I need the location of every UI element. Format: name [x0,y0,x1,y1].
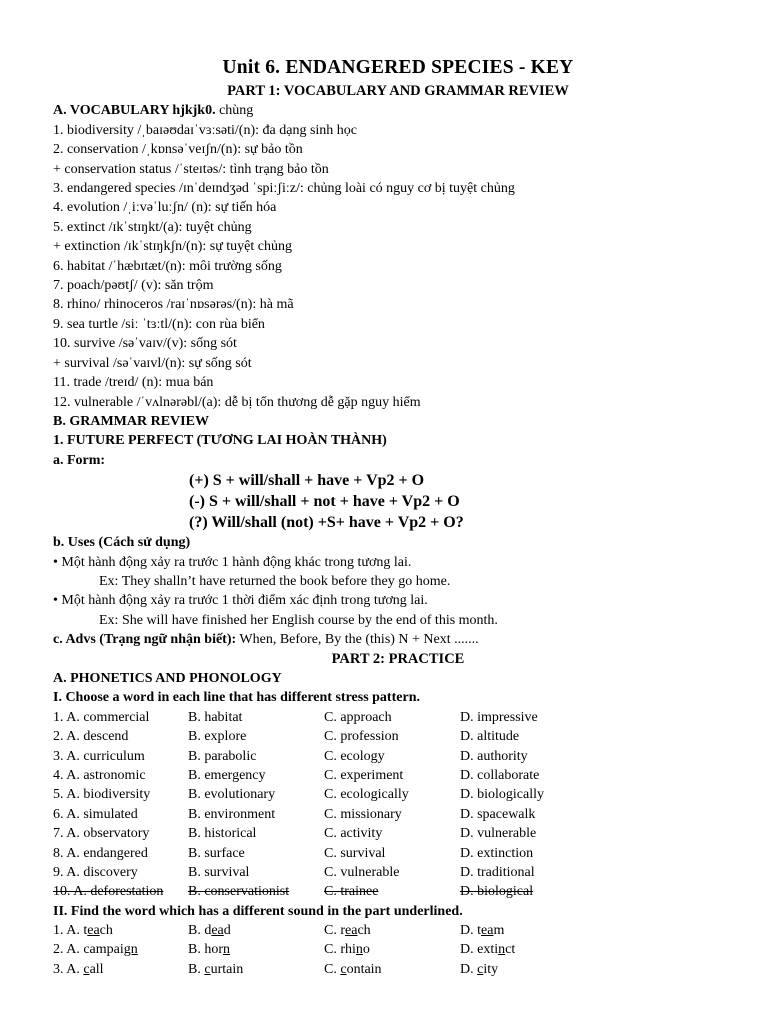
answer-option: B. conservationist [188,884,290,900]
answer-option: C. ecologically [324,787,409,803]
vocabulary-item: 9. sea turtle /siː ˈtɜːtl/(n): con rùa biển [53,316,265,332]
answer-option: B. environment [188,806,276,822]
formula-positive: (+) S + will/shall + have + Vp2 + O [189,472,425,490]
answer-option: D. traditional [460,864,535,880]
answer-option: C. vulnerable [324,864,400,880]
answer-option [324,960,460,979]
answer-option [53,960,188,979]
answer-option: B. survival [188,864,250,880]
vocabulary-item: 8. rhino/ rhinoceros /raɪˈnɒsərəs/(n): hà mã [53,297,294,313]
vocabulary-item: + conservation status /ˈsteɪtəs/: tình trạng bảo tồn [53,161,329,177]
answer-option: B. historical [188,826,257,842]
answer-option [460,940,610,959]
part1-title: PART 1: VOCABULARY AND GRAMMAR REVIEW [227,83,569,99]
option-prefix: C. r [324,923,345,939]
answer-option: C. approach [324,709,392,725]
answer-option: C. missionary [324,806,402,822]
exercise1-row [53,708,743,727]
answer-option: D. collaborate [460,767,540,783]
answer-option: C. experiment [324,767,404,783]
answer-option [324,921,460,940]
answer-option: 9. A. discovery [53,864,138,880]
option-prefix: C. [324,961,341,977]
underlined-sound: ea [481,923,494,939]
answer-option: 6. A. simulated [53,806,138,822]
vocabulary-item: 2. conservation /ˌkɒnsəˈveɪʃn/(n): sự bảo tồn [53,142,303,158]
underlined-sound: ea [345,923,358,939]
underlined-sound: ea [87,923,100,939]
underlined-sound: n [223,942,230,958]
answer-option: 5. A. biodiversity [53,787,151,803]
answer-option: C. profession [324,729,399,745]
option-prefix: B. d [188,923,212,939]
vocabulary-heading-bold: A. VOCABULARY hjkjk0. [53,103,216,119]
answer-option [188,921,324,940]
answer-option: C. ecology [324,748,385,764]
underlined-sound: c [83,961,90,977]
form-label: a. Form: [53,452,106,468]
advs-line [53,630,743,649]
vocabulary-item: 4. evolution /ˌiːvəˈluːʃn/ (n): sự tiến hóa [53,200,277,216]
document-title: Unit 6. ENDANGERED SPECIES - KEY [222,57,574,78]
vocabulary-item: 1. biodiversity /ˌbaɪəʊdaɪˈvɜːsəti/(n): đa dạng sinh học [53,122,357,138]
option-suffix: all [89,961,104,977]
advs-label: c. Advs (Trạng ngữ nhận biết): [53,632,237,648]
use-1: • Một hành động xảy ra trước 1 hành động khác trong tương lai. [53,554,412,570]
answer-option: D. extinction [460,845,534,861]
example-1: Ex: They shalln’t have returned the book before they go home. [99,573,451,589]
example-2: Ex: She will have finished her English course by the end of this month. [99,612,498,628]
vocabulary-item: + survival /səˈvaɪvl/(n): sự sống sót [53,355,252,371]
option-prefix: D. [460,961,478,977]
grammar-topic: 1. FUTURE PERFECT (TƯƠNG LAI HOÀN THÀNH) [53,433,387,449]
underlined-sound: n [355,942,363,958]
exercise1-row [53,805,743,824]
underlined-sound: c [204,961,211,977]
exercise1-row [53,785,743,804]
answer-option: 2. A. descend [53,729,129,745]
underlined-sound: ea [211,923,224,939]
grammar-heading: B. GRAMMAR REVIEW [53,413,209,429]
option-suffix: ct [505,942,516,958]
vocabulary-item: + extinction /ɪkˈstɪŋkʃn/(n): sự tuyệt chủng [53,239,292,255]
document-page [53,56,743,979]
option-prefix: D. t [460,923,481,939]
option-suffix: ch [357,923,371,939]
answer-option [460,921,610,940]
answer-option: 3. A. curriculum [53,748,145,764]
answer-option: D. altitude [460,729,520,745]
formula-question: (?) Will/shall (not) +S+ have + Vp2 + O? [189,514,464,532]
option-prefix: B. hor [188,942,223,958]
option-suffix: ity [483,961,499,977]
exercise1-table [53,708,743,902]
option-prefix: 3. A. [53,961,84,977]
vocabulary-item: 5. extinct /ɪkˈstɪŋkt/(a): tuyệt chủng [53,219,252,235]
vocabulary-item: 7. poach/pəʊtʃ/ (v): săn trộm [53,278,214,294]
option-suffix: ontain [346,961,382,977]
answer-option: D. biologically [460,787,544,803]
use-2: • Một hành động xảy ra trước 1 thời điểm xác định trong tương lai. [53,593,428,609]
answer-option [324,940,460,959]
exercise1-row [53,727,743,746]
answer-option: C. activity [324,826,383,842]
option-prefix: 2. A. campai [53,942,124,958]
exercise1-row [53,882,743,901]
underlined-sound: gn [123,942,138,958]
answer-option: C. trainee [324,884,379,900]
vocabulary-item: 3. endangered species /ɪnˈdeɪndʒəd ˈspiːʃiːz/: chủng loài có nguy cơ bị tuyệt chủng [53,181,515,197]
underlined-sound: c [340,961,347,977]
answer-option: 4. A. astronomic [53,767,146,783]
option-prefix: B. [188,961,205,977]
answer-option: 8. A. endangered [53,845,148,861]
underlined-sound: n [498,942,506,958]
formula-negative: (-) S + will/shall + not + have + Vp2 + O [189,493,460,511]
answer-option: D. biological [460,884,534,900]
option-prefix: 1. A. t [53,923,88,939]
option-suffix: d [223,923,231,939]
answer-option: 1. A. commercial [53,709,150,725]
advs-text: When, Before, By the (this) N + Next ....... [236,632,479,648]
answer-option: B. evolutionary [188,787,276,803]
answer-option: 7. A. observatory [53,826,150,842]
phonetics-heading: A. PHONETICS AND PHONOLOGY [53,670,282,686]
answer-option [53,940,188,959]
answer-option: B. emergency [188,767,266,783]
answer-option [188,960,324,979]
part2-title: PART 2: PRACTICE [331,650,465,667]
option-prefix: D. exti [460,942,499,958]
exercise2-row [53,921,743,940]
uses-label: b. Uses (Cách sử dụng) [53,535,191,551]
exercise1-row [53,844,743,863]
exercise2-row [53,940,743,959]
option-suffix: urtain [210,961,244,977]
vocabulary-item: 11. trade /treɪd/ (n): mua bán [53,375,214,391]
exercise1-heading: I. Choose a word in each line that has different stress pattern. [53,690,420,706]
answer-option: B. surface [188,845,245,861]
answer-option: D. spacewalk [460,806,536,822]
option-suffix: ch [99,923,113,939]
option-suffix: m [493,923,505,939]
exercise2-heading: II. Find the word which has a different sound in the part underlined. [53,903,463,919]
answer-option: D. impressive [460,709,538,725]
option-prefix: C. rhi [324,942,356,958]
option-suffix: o [362,942,370,958]
exercise1-row [53,863,743,882]
exercise1-row [53,766,743,785]
answer-option: D. vulnerable [460,826,537,842]
answer-option: C. survival [324,845,386,861]
answer-option: 10. A. deforestation [53,884,164,900]
vocabulary-heading [53,101,743,120]
answer-option [188,940,324,959]
vocabulary-list [53,121,743,412]
answer-option: D. authority [460,748,528,764]
exercise2-row [53,960,743,979]
vocabulary-item: 6. habitat /ˈhæbɪtæt/(n): môi trường sống [53,258,282,274]
exercise1-row [53,824,743,843]
answer-option [53,921,188,940]
answer-option: B. explore [188,729,247,745]
vocabulary-item: 12. vulnerable /ˈvʌlnərəbl/(a): dễ bị tổn thương dễ gặp nguy hiểm [53,394,421,410]
answer-option [460,960,610,979]
underlined-sound: c [477,961,484,977]
vocabulary-heading-tail: chùng [215,103,254,119]
exercise1-row [53,747,743,766]
exercise2-table [53,921,743,979]
answer-option: B. habitat [188,709,243,725]
answer-option: B. parabolic [188,748,257,764]
vocabulary-item: 10. survive /səˈvaɪv/(v): sống sót [53,336,237,352]
